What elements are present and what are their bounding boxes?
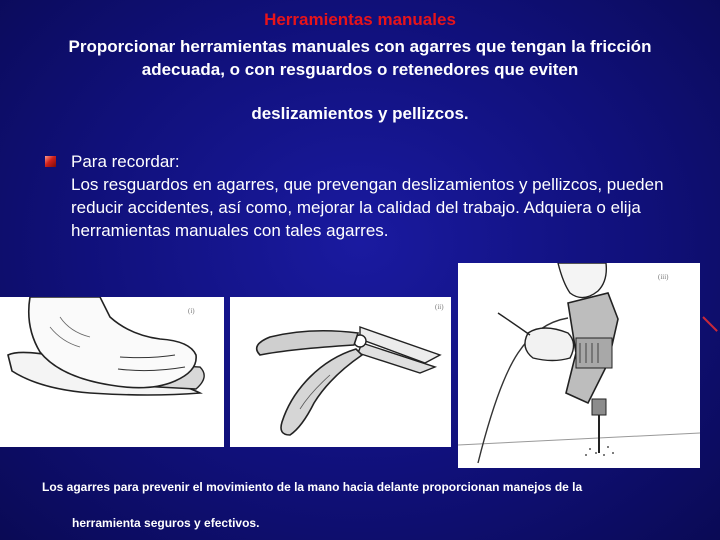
caption-line-2: herramienta seguros y efectivos. [72,516,260,530]
slide-subtitle: Proporcionar herramientas manuales con agarres que tengan la fricción adecuada, o con resguardos o retenedores que eviten [68,37,652,79]
bullet-block [71,150,671,242]
figure-label-ii: (ii) [435,303,444,311]
dust-particle [603,454,605,456]
dust-particle [612,452,614,454]
figure-drill [458,263,700,468]
bullet-heading: Para recordar: [71,152,180,171]
slide-title: Herramientas manuales [264,10,456,29]
drill-motor [576,338,612,368]
floor-line [458,433,700,445]
dust-particle [585,454,587,456]
dust-particle [607,446,609,448]
knife-grip-illustration [0,297,224,447]
figure-label-iii: (iii) [658,273,669,281]
shears-illustration [230,297,451,447]
figure-knife-grip [0,297,224,447]
upper-hand [558,263,606,298]
figure-shears [230,297,451,447]
drill-chuck [592,399,606,415]
drill-illustration [458,263,700,468]
bullet-body: Los resguardos en agarres, que prevengan deslizamientos y pellizcos, pueden reducir accidentes, así como, mejorar la calidad del trabajo. Adquiera o elija herramientas manuales con tales agarres. [71,175,664,240]
shears-handle-lower [281,349,362,435]
lower-arm [498,313,530,335]
bullet-square-icon [45,156,56,167]
dust-particle [589,448,591,450]
slide-subtitle-continued: deslizamientos y pellizcos. [251,104,469,123]
decorative-line [702,316,718,332]
figure-label-i: (i) [188,307,195,315]
lower-hand [525,328,574,361]
dust-particle [595,452,597,454]
shears-handle-upper [257,331,358,355]
caption-line-1: Los agarres para prevenir el movimiento de la mano hacia delante proporcionan manejos de la [42,480,583,494]
